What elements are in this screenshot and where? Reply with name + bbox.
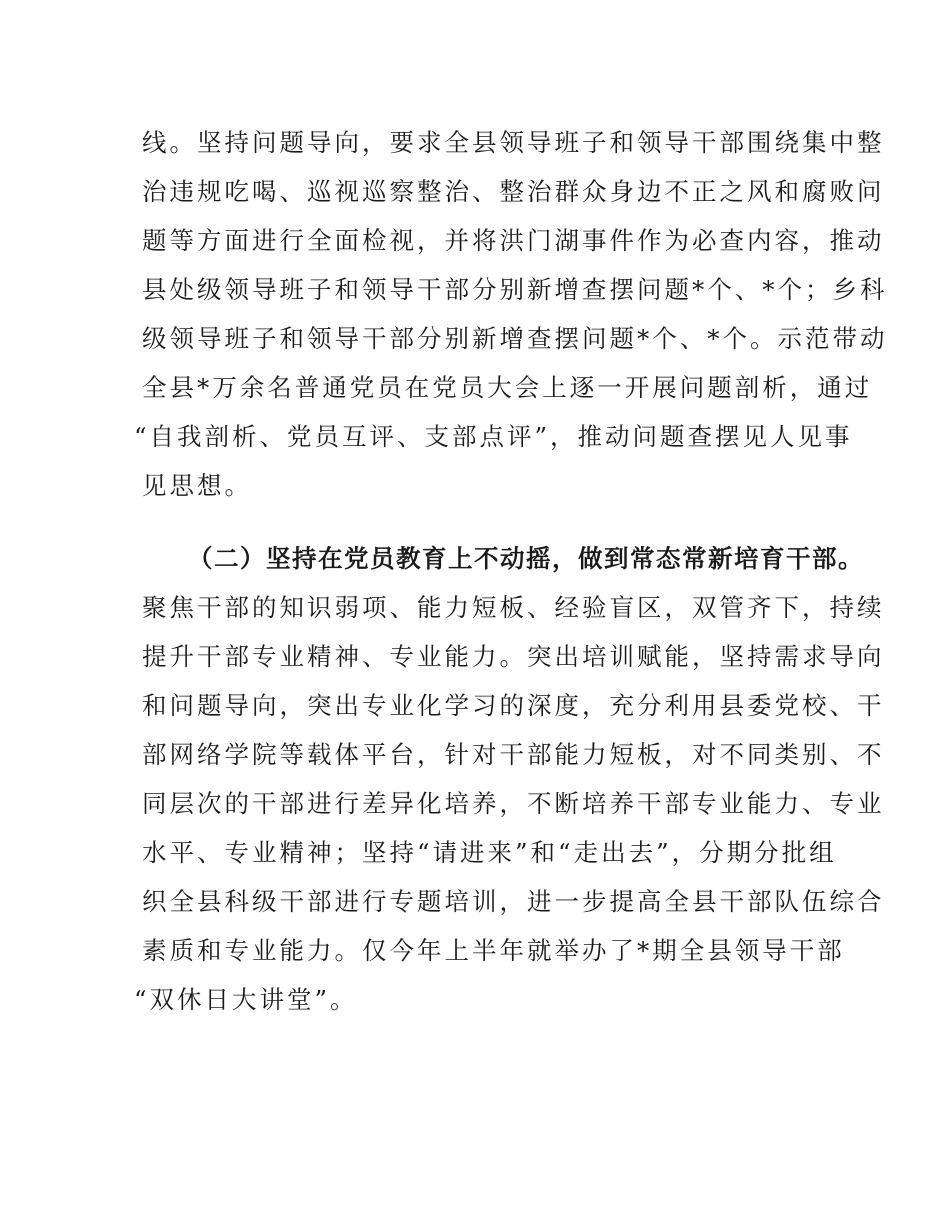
paragraph-line: 全县*万余名普通党员在党员大会上逐一开展问题剖析，通过	[142, 373, 873, 402]
paragraph-line: 聚焦干部的知识弱项、能力短板、经验盲区，双管齐下，持续	[142, 593, 885, 622]
paragraph-line: 级领导班子和领导干部分别新增查摆问题*个、*个。示范带动	[142, 324, 888, 353]
paragraph-line: 素质和专业能力。仅今年上半年就举办了*期全县领导干部	[142, 936, 845, 965]
paragraph-line: 县处级领导班子和领导干部分别新增查摆问题*个、*个；乡科	[142, 275, 888, 304]
paragraph-line: 提升干部专业精神、专业能力。突出培训赋能，坚持需求导向	[142, 642, 885, 671]
paragraph-line: 治违规吃喝、巡视巡察整治、整治群众身边不正之风和腐败问	[142, 177, 885, 206]
paragraph-line: “双休日大讲堂”。	[134, 985, 358, 1014]
paragraph-line: 线。坚持问题导向，要求全县领导班子和领导干部围绕集中整	[142, 128, 885, 157]
paragraph-line: 题等方面进行全面检视，并将洪门湖事件作为必查内容，推动	[142, 226, 885, 255]
paragraph-line: 和问题导向，突出专业化学习的深度，充分利用县委党校、干	[142, 691, 885, 720]
section-heading: （二）坚持在党员教育上不动摇，做到常态常新培育干部。	[188, 544, 864, 573]
paragraph-line: 同层次的干部进行差异化培养，不断培养干部专业能力、专业	[142, 789, 885, 818]
paragraph-line: 织全县科级干部进行专题培训，进一步提高全县干部队伍综合	[142, 887, 885, 916]
paragraph-line: 部网络学院等载体平台，针对干部能力短板，对不同类别、不	[142, 740, 885, 769]
paragraph-line: 水平、专业精神；坚持“请进来”和“走出去”，分期分批组	[142, 838, 837, 867]
paragraph-line: 见思想。	[142, 471, 252, 500]
paragraph-line: “自我剖析、党员互评、支部点评”，推动问题查摆见人见事	[134, 422, 853, 451]
